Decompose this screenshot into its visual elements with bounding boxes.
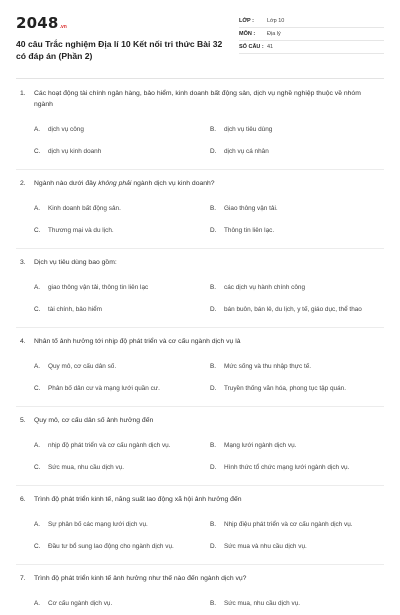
choice-letter: B.: [210, 284, 217, 291]
choice-c[interactable]: [34, 220, 210, 242]
choice-letter: D.: [210, 306, 217, 313]
choice-grid: [16, 119, 384, 163]
choice-a[interactable]: [34, 593, 210, 615]
choice-text: Thương mại và du lịch.: [48, 227, 114, 234]
choice-letter: B.: [210, 600, 217, 607]
question-divider: [16, 564, 384, 565]
choice-letter: B.: [210, 205, 217, 212]
question-stem: [16, 178, 384, 189]
choice-letter: D.: [210, 148, 217, 155]
choice-letter: B.: [210, 521, 217, 528]
choice-a[interactable]: [34, 198, 210, 220]
choice-letter: C.: [34, 543, 41, 550]
choice-grid: [16, 514, 384, 558]
site-logo[interactable]: [16, 14, 231, 32]
choice-letter: A.: [34, 126, 41, 133]
choice-text: Hình thức tổ chức mạng lưới ngành dịch vụ.: [224, 464, 350, 471]
choice-text: Kinh doanh bất động sản.: [48, 205, 121, 212]
choice-letter: A.: [34, 521, 41, 528]
question-divider: [16, 406, 384, 407]
choice-letter: D.: [210, 385, 217, 392]
choice-text: Giao thông vận tải.: [224, 205, 278, 212]
choice-letter: C.: [34, 385, 41, 392]
choice-letter: A.: [34, 205, 41, 212]
question-text: Trình độ phát triển kinh tế, năng suất lao động xã hội ảnh hưởng đến: [34, 496, 242, 503]
choice-b[interactable]: [210, 435, 386, 457]
question-number: 4.: [20, 338, 26, 345]
choice-text: Nhịp điệu phát triển và cơ cấu ngành dịch vụ.: [224, 521, 353, 528]
choice-letter: B.: [210, 363, 217, 370]
choice-text: các dịch vụ hành chính công: [224, 284, 306, 291]
question-text-emphasis: không phải: [98, 180, 132, 187]
choice-b[interactable]: [210, 198, 386, 220]
choice-letter: C.: [34, 227, 41, 234]
choice-a[interactable]: [34, 435, 210, 457]
question-stem: [16, 88, 384, 110]
choice-c[interactable]: [34, 299, 210, 321]
question-text: Các hoạt động tài chính ngân hàng, bảo hiểm, kinh doanh bất động sản, dịch vụ nghề nghiệp thuộc về nhóm ngành: [34, 90, 361, 108]
question-number: 6.: [20, 496, 26, 503]
header-left: [16, 14, 231, 66]
question-text-after: ngành dịch vụ kinh doanh?: [131, 180, 215, 187]
question-text: Dịch vụ tiêu dùng bao gồm:: [34, 259, 117, 266]
choice-c[interactable]: [34, 536, 210, 558]
meta-value: 41: [267, 44, 274, 50]
choice-c[interactable]: [34, 141, 210, 163]
question-6: [16, 494, 384, 565]
question-stem: [16, 415, 384, 426]
choice-text: Sức mua và nhu cầu dịch vụ.: [224, 543, 307, 550]
choice-letter: C.: [34, 464, 41, 471]
question-divider: [16, 169, 384, 170]
choice-text: Quy mô, cơ cấu dân số.: [48, 363, 117, 370]
choice-a[interactable]: [34, 356, 210, 378]
choice-text: giao thông vận tải, thông tin liên lạc: [48, 284, 149, 291]
question-stem: [16, 573, 384, 584]
choice-text: Thông tin liên lạc.: [224, 227, 275, 234]
choice-d[interactable]: [210, 141, 386, 163]
choice-grid: [16, 435, 384, 479]
choice-text: Truyền thống văn hóa, phong tục tập quán.: [224, 385, 346, 392]
choice-letter: A.: [34, 363, 41, 370]
meta-value: Địa lý: [267, 31, 281, 37]
meta-row-subject: [239, 28, 384, 41]
choice-letter: C.: [34, 306, 41, 313]
choice-grid: [16, 593, 384, 615]
choice-d[interactable]: [210, 220, 386, 242]
choice-letter: B.: [210, 126, 217, 133]
logo-text: 2048: [16, 14, 59, 32]
choice-letter: B.: [210, 442, 217, 449]
document-meta: [239, 15, 384, 66]
choice-letter: D.: [210, 543, 217, 550]
choice-letter: D.: [210, 464, 217, 471]
meta-label: MÔN :: [239, 31, 256, 37]
question-3: [16, 257, 384, 328]
choice-text: dịch vụ cá nhân: [224, 148, 269, 155]
choice-text: Cơ cấu ngành dịch vụ.: [48, 600, 113, 607]
choice-c[interactable]: [34, 378, 210, 400]
question-text: Trình độ phát triển kinh tế ảnh hưởng như thế nào đến ngành dịch vụ?: [34, 575, 247, 582]
choice-grid: [16, 356, 384, 400]
choice-text: Phân bố dân cư và mạng lưới quần cư.: [48, 385, 160, 392]
question-text: [34, 178, 374, 189]
question-text: Nhân tố ảnh hưởng tới nhịp độ phát triển và cơ cấu ngành dịch vụ là: [34, 338, 241, 345]
choice-letter: A.: [34, 284, 41, 291]
choice-b[interactable]: [210, 514, 386, 536]
question-5: [16, 415, 384, 486]
choice-c[interactable]: [34, 457, 210, 479]
choice-b[interactable]: [210, 356, 386, 378]
meta-value: Lớp 10: [267, 18, 285, 24]
choice-b[interactable]: [210, 277, 386, 299]
choice-text: dịch vụ công: [48, 126, 84, 133]
question-number: 2.: [20, 180, 26, 187]
question-divider: [16, 248, 384, 249]
meta-label: LỚP :: [239, 18, 254, 24]
choice-b[interactable]: [210, 593, 386, 615]
choice-letter: C.: [34, 148, 41, 155]
choice-text: Mạng lưới ngành dịch vụ.: [224, 442, 297, 449]
choice-a[interactable]: [34, 514, 210, 536]
meta-label: SỐ CÂU :: [239, 44, 264, 50]
question-number: 1.: [20, 90, 26, 97]
choice-letter: A.: [34, 442, 41, 449]
choice-text: Đầu tư bổ sung lao động cho ngành dịch vụ.: [48, 543, 174, 550]
question-text: Quy mô, cơ cấu dân số ảnh hưởng đến: [34, 417, 154, 424]
choice-text: tài chính, bảo hiểm: [48, 306, 102, 313]
choice-text: Sự phân bố các mạng lưới dịch vụ.: [48, 521, 148, 528]
choice-letter: D.: [210, 227, 217, 234]
question-1: [16, 88, 384, 170]
choice-a[interactable]: [34, 277, 210, 299]
question-stem: [16, 336, 384, 347]
choice-d[interactable]: [210, 378, 386, 400]
choice-text: nhịp độ phát triển và cơ cấu ngành dịch vụ.: [48, 442, 171, 449]
choice-d[interactable]: [210, 457, 386, 479]
document-header: [16, 0, 384, 66]
question-stem: [16, 494, 384, 505]
meta-row-class: [239, 15, 384, 28]
question-text-before: Ngành nào dưới đây: [34, 180, 99, 187]
question-4: [16, 336, 384, 407]
document-title: 40 câu Trắc nghiệm Địa lí 10 Kết nối tri thức Bài 32 có đáp án (Phần 2): [16, 39, 223, 61]
choice-a[interactable]: [34, 119, 210, 141]
choice-text: Mức sống và thu nhập thực tế.: [224, 363, 312, 370]
choice-grid: [16, 198, 384, 242]
meta-row-count: [239, 41, 384, 54]
choice-text: dịch vụ tiêu dùng: [224, 126, 273, 133]
question-number: 7.: [20, 575, 26, 582]
choice-d[interactable]: [210, 536, 386, 558]
choice-b[interactable]: [210, 119, 386, 141]
choice-letter: A.: [34, 600, 41, 607]
question-number: 5.: [20, 417, 26, 424]
choice-text: Sức mua, nhu cầu dịch vụ.: [224, 600, 301, 607]
question-number: 3.: [20, 259, 26, 266]
question-stem: [16, 257, 384, 268]
choice-d[interactable]: [210, 299, 386, 321]
question-2: [16, 178, 384, 249]
question-divider: [16, 327, 384, 328]
logo-domain: .vn: [59, 24, 67, 30]
choice-text: bán buôn, bán lẻ, du lịch, y tế, giáo dục, thể thao: [224, 306, 362, 313]
question-7: [16, 573, 384, 615]
question-list: [16, 79, 384, 615]
choice-grid: [16, 277, 384, 321]
question-divider: [16, 485, 384, 486]
choice-text: Sức mua, nhu cầu dịch vụ.: [48, 464, 125, 471]
choice-text: dịch vụ kinh doanh: [48, 148, 102, 155]
